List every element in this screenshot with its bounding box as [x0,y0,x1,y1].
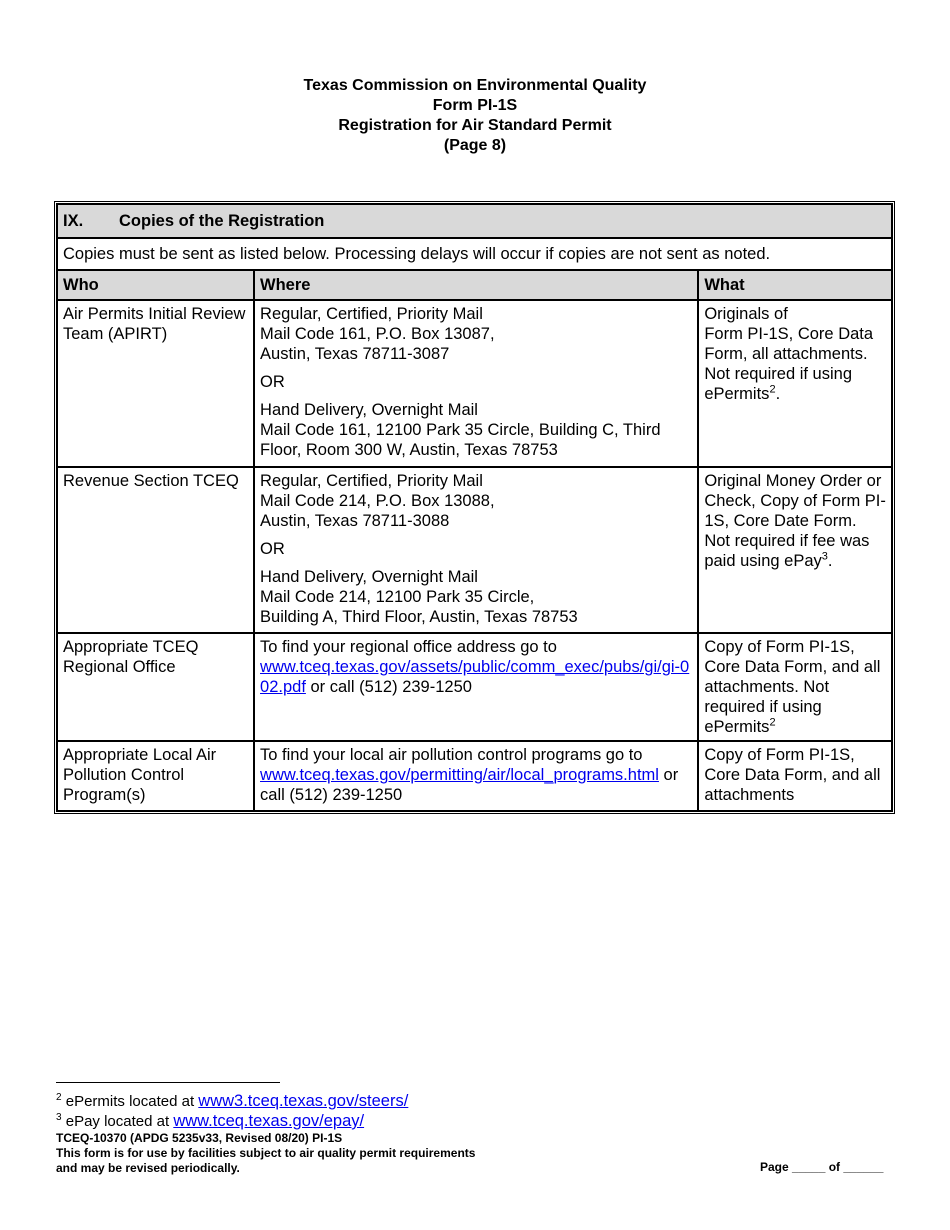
form-id: TCEQ-10370 (APDG 5235v33, Revised 08/20) PI-1S [56,1131,343,1145]
who-cell: Appropriate Local Air Pollution Control Program(s) [57,741,254,811]
what-line: Originals of [704,305,788,323]
where-text: or call (512) 239-1250 [305,678,472,696]
footnote-text: ePermits located at [61,1093,199,1110]
instruction-row [57,238,892,270]
epay-link[interactable]: www.tceq.texas.gov/epay/ [173,1112,365,1130]
where-line: Austin, Texas 78711-3087 [260,345,450,363]
where-cell [254,467,698,633]
what-cell [698,300,892,467]
what-cell [698,633,892,741]
who-cell: Appropriate TCEQ Regional Office [57,633,254,741]
what-cell: Copy of Form PI-1S, Core Data Form, and all attachments [698,741,892,811]
section-instruction: Copies must be sent as listed below. Processing delays will occur if copies are not sent as noted. [57,238,892,270]
or-separator: OR [260,540,285,558]
page-number-field: Page _____ of ______ [760,1160,884,1174]
or-separator: OR [260,373,285,391]
epermits-link[interactable]: www3.tceq.texas.gov/steers/ [198,1092,409,1110]
who-cell: Air Permits Initial Review Team (APIRT) [57,300,254,467]
footnote-text: ePay located at [61,1113,174,1130]
where-text: or call (512) 239-1250 [260,766,679,804]
footnote-mark: 3 [56,1112,62,1123]
form-number: Form PI-1S [432,97,518,114]
what-line: Original Money Order or Check, Copy of Form PI-1S, Core Date Form. [704,472,886,530]
footnote-ref: 2 [769,716,776,729]
what-text: Not required if using ePermits [704,365,852,403]
where-text: To find your local air pollution control programs go to [260,746,643,764]
where-line: Regular, Certified, Priority Mail [260,472,483,490]
table-row [57,467,892,633]
where-line: Mail Code 161, P.O. Box 13087, [260,325,495,343]
who-cell: Revenue Section TCEQ [57,467,254,633]
column-header-who: Who [57,270,254,300]
section-title: Copies of the Registration [119,212,325,230]
copies-table [54,201,895,814]
table-row [57,300,892,467]
where-cell [254,300,698,467]
what-end: . [775,385,781,403]
what-end: . [827,552,833,570]
footer-note: This form is for use by facilities subject to air quality permit requirements [56,1146,476,1160]
footer-note: and may be revised periodically. [56,1161,240,1175]
footnote-divider [56,1082,280,1083]
what-cell [698,467,892,633]
page-indicator: (Page 8) [443,137,507,154]
where-line: Hand Delivery, Overnight Mail [260,568,478,586]
table-row [57,741,892,811]
footnote [56,1112,364,1131]
what-text: Not required if fee was paid using ePay [704,532,870,570]
where-cell [254,633,698,741]
footnote [56,1092,408,1111]
page-footer [56,1131,475,1176]
section-number: IX. [63,212,84,230]
column-header-where: Where [254,270,698,300]
where-line: Mail Code 214, P.O. Box 13088, [260,492,495,510]
where-line: Mail Code 161, 12100 Park 35 Circle, Building C, Third Floor, Room 300 W, Austin, Texas 78753 [260,421,661,459]
table-row [57,633,892,741]
where-text: To find your regional office address go to [260,638,557,656]
what-line [704,364,887,404]
where-line: Regular, Certified, Priority Mail [260,305,483,323]
where-line: Austin, Texas 78711-3088 [260,512,450,530]
agency-name: Texas Commission on Environmental Quality [303,77,647,94]
what-line [704,531,887,571]
what-line: Form PI-1S, Core Data Form, all attachments. [704,325,874,363]
where-line: Hand Delivery, Overnight Mail [260,401,478,419]
local-programs-link[interactable]: www.tceq.texas.gov/permitting/air/local_programs.html [260,766,659,784]
form-title: Registration for Air Standard Permit [338,117,612,134]
document-header [0,76,950,156]
where-line: Building A, Third Floor, Austin, Texas 78753 [260,608,578,626]
column-header-what: What [698,270,892,300]
section-heading-row [57,204,892,238]
where-line: Mail Code 214, 12100 Park 35 Circle, [260,588,535,606]
section-heading [57,204,892,238]
regional-office-link[interactable]: www.tceq.texas.gov/assets/public/comm_exec/pubs/gi/gi-002.pdf [260,658,690,696]
footnote-ref: 3 [821,550,828,563]
where-cell [254,741,698,811]
footnote-mark: 2 [56,1092,62,1103]
footnote-ref: 2 [769,383,776,396]
what-text: Copy of Form PI-1S, Core Data Form, and all attachments. Not required if using ePermits [704,638,881,736]
column-header-row [57,270,892,300]
copies-table-wrapper [54,201,895,814]
